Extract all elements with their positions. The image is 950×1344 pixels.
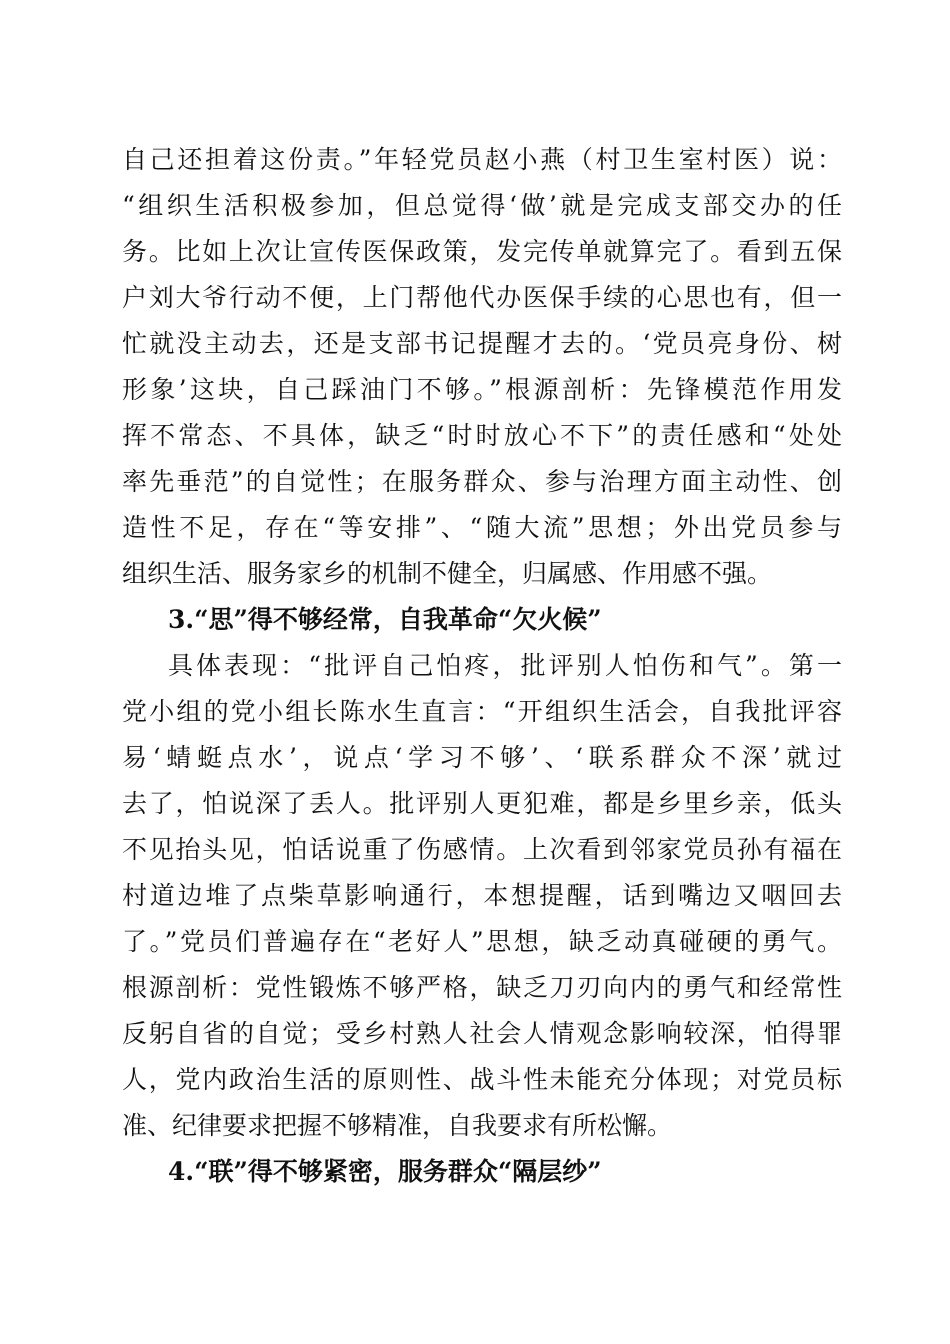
paragraph-line: 忙就没主动去，还是支部书记提醒才去的。‘党员亮身份、树 [122, 329, 842, 358]
paragraph-line: 率先垂范”的自觉性；在服务群众、参与治理方面主动性、创 [122, 467, 842, 496]
paragraph-line: 了。”党员们普遍存在“老好人”思想，缺乏动真碰硬的勇气。 [122, 927, 842, 956]
paragraph-line: 户刘大爷行动不便，上门帮他代办医保手续的心思也有，但一 [122, 283, 842, 312]
paragraph-line: 挥不常态、不具体，缺乏“时时放心不下”的责任感和“处处 [122, 421, 842, 450]
paragraph-line: 人，党内政治生活的原则性、战斗性未能充分体现；对党员标 [122, 1065, 842, 1094]
paragraph-line: 具体表现：“批评自己怕疼，批评别人怕伤和气”。第一 [168, 651, 842, 680]
paragraph-line: 反躬自省的自觉；受乡村熟人社会人情观念影响较深，怕得罪 [122, 1019, 842, 1048]
paragraph-line: 自己还担着这份责。”年轻党员赵小燕（村卫生室村医）说： [122, 145, 842, 174]
paragraph-line: 组织生活、服务家乡的机制不健全，归属感、作用感不强。 [122, 559, 773, 588]
paragraph-line: 造性不足，存在“等安排”、“随大流”思想；外出党员参与 [122, 513, 842, 542]
paragraph-line: 去了，怕说深了丢人。批评别人更犯难，都是乡里乡亲，低头 [122, 789, 842, 818]
section-heading-3: 3.“思”得不够经常，自我革命“欠火候” [168, 605, 602, 634]
paragraph-line: 形象’这块，自己踩油门不够。”根源剖析：先锋模范作用发 [122, 375, 842, 404]
paragraph-line: 务。比如上次让宣传医保政策，发完传单就算完了。看到五保 [122, 237, 842, 266]
paragraph-line: 准、纪律要求把握不够精准，自我要求有所松懈。 [122, 1111, 673, 1140]
paragraph-line: 党小组的党小组长陈水生直言：“开组织生活会，自我批评容 [122, 697, 842, 726]
paragraph-line: 村道边堆了点柴草影响通行，本想提醒，话到嘴边又咽回去 [122, 881, 842, 910]
paragraph-line: 易‘蜻蜓点水’，说点‘学习不够’、‘联系群众不深’就过 [122, 743, 842, 772]
paragraph-line: 不见抬头见，怕话说重了伤感情。上次看到邻家党员孙有福在 [122, 835, 842, 864]
paragraph-line: 根源剖析：党性锻炼不够严格，缺乏刀刃向内的勇气和经常性 [122, 973, 842, 1002]
paragraph-line: “组织生活积极参加，但总觉得‘做’就是完成支部交办的任 [122, 191, 842, 220]
section-heading-4: 4.“联”得不够紧密，服务群众“隔层纱” [168, 1157, 602, 1186]
